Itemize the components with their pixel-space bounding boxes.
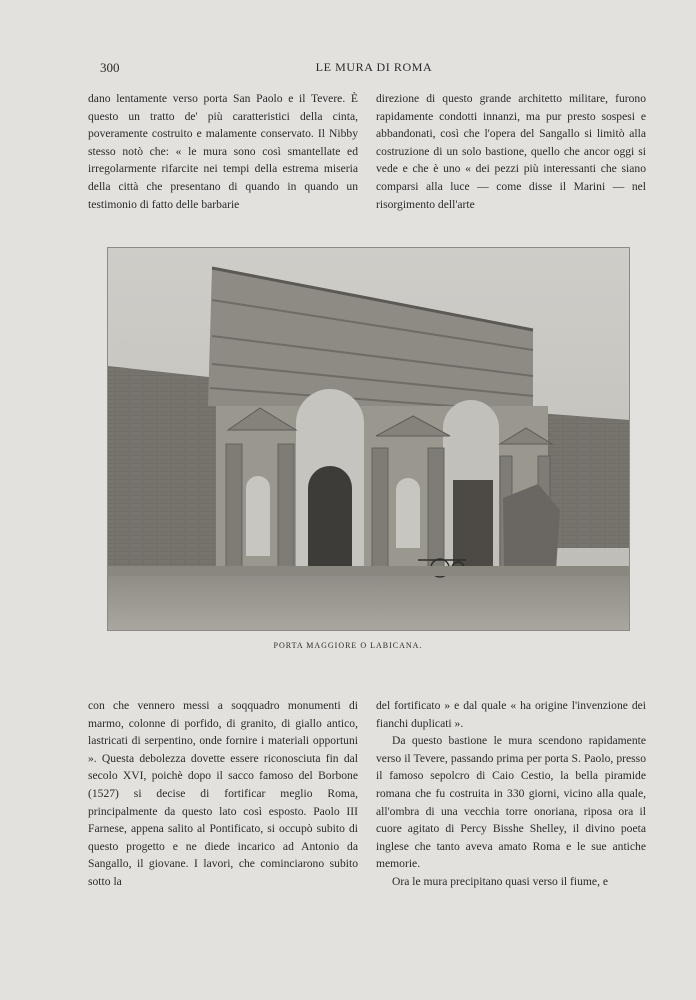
- page-header: [100, 60, 648, 78]
- bottom-right-column: [376, 697, 646, 891]
- top-left-column: [88, 90, 358, 213]
- figure-caption: PORTA MAGGIORE O LABICANA.: [273, 641, 423, 650]
- running-title: LE MURA DI ROMA: [315, 60, 433, 74]
- paragraph: Da questo bastione le mura scendono rapidamente verso il Tevere, passando prima per porta S. Paolo, presso il famoso sepolcro di Caio Cestio, la bella piramide romana che fu costruita in 330 giorni, vicino alla quale, all'ombra di una vecchia torre onoriana, riposa ora il cuore agitato di Percy Bisshe Shelley, il divino poeta inglese che tanto aveva amato Roma e le sue antiche memorie.: [376, 734, 646, 871]
- paragraph: dano lentamente verso porta San Paolo e il Tevere. È questo un tratto de' più caratteristici della cinta, poveramente costruito e malamente conservato. Il Nibby stesso notò che: « le mura sono così smantellate ed irregolarmente rifarcite nei tempi della estrema miseria della città che presentano di quando in quando un testimonio di fatto delle barbarie: [88, 92, 358, 211]
- photograph-porta-maggiore: [107, 247, 630, 631]
- paragraph: direzione di questo grande architetto militare, furono rapidamente condotti innanzi, ma pur presto sospesi e abbandonati, così che l'opera del Sangallo si limitò alla costruzione di un solo bastione, quello che ancor oggi si vede e che è uno « dei pezzi più interessanti che siano comparsi alla luce — come disse il Marini — nel risorgimento dell'arte: [376, 92, 646, 211]
- bottom-left-column: [88, 697, 358, 891]
- page-number: 300: [100, 60, 120, 75]
- paragraph: con che vennero messi a soqquadro monumenti di marmo, colonne di porfido, di granito, di giallo antico, lastricati di serpentino, onde fornire i materiali opportuni ». Questa debolezza dovette essere riconosciuta fin dal secolo XVI, poichè dopo il sacco famoso del Borbone (1527) si decise di fortificar meglio Roma, principalmente da questo lato così esposto. Paolo III Farnese, appena salito al Pontificato, si occupò subito di questo progetto e ne diede incarico ad Antonio da Sangallo, il giovane. I lavori, che cominciarono subito sotto la: [88, 699, 358, 888]
- top-right-column: [376, 90, 646, 213]
- paragraph: Ora le mura precipitano quasi verso il fiume, e: [392, 874, 609, 888]
- gate-photo-illustration: [108, 248, 629, 630]
- paragraph: del fortificato » e dal quale « ha origine l'invenzione dei fianchi duplicati ».: [376, 699, 646, 730]
